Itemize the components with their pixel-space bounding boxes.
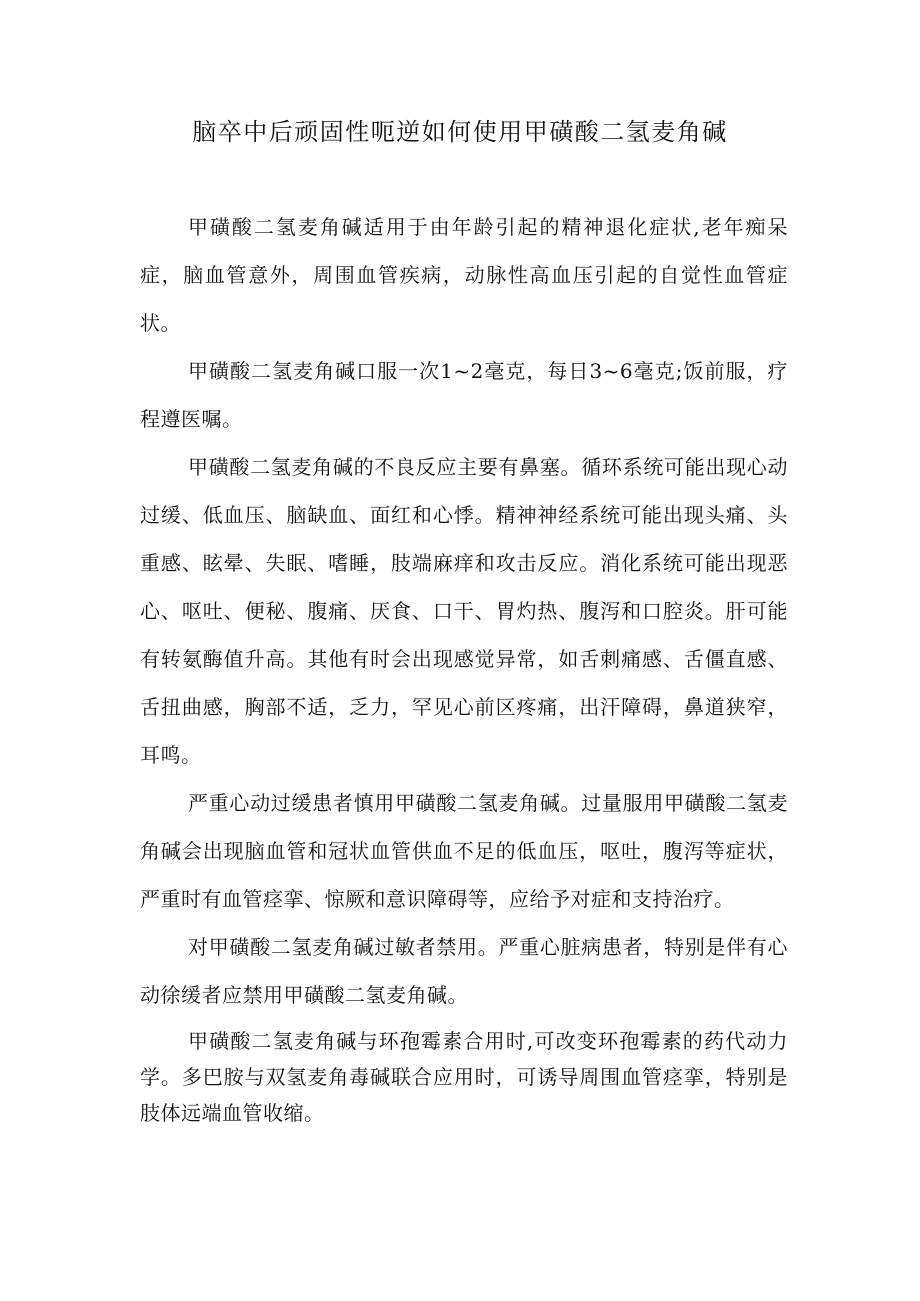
paragraph-precautions: 严重心动过缓患者慎用甲磺酸二氢麦角碱。过量服用甲磺酸二氢麦角碱会出现脑血管和冠状血管供血不足的低血压，呕吐，腹泻等症状，严重时有血管痉挛、惊厥和意识障碍等，应给予对症和支持治疗。 [140, 791, 788, 911]
paragraph-adverse-reactions: 甲磺酸二氢麦角碱的不良反应主要有鼻塞。循环系统可能出现心动过缓、低血压、脑缺血、面红和心悸。精神神经系统可能出现头痛、头重感、眩晕、失眠、嗜睡，肢端麻痒和攻击反应。消化系统可能出现恶心、呕吐、便秘、腹痛、厌食、口干、胃灼热、腹泻和口腔炎。肝可能有转氨酶值升高。其他有时会出现感觉异常，如舌刺痛感、舌僵直感、舌扭曲感，胸部不适，乏力，罕见心前区疼痛，出汗障碍，鼻道狭窄，耳鸣。 [140, 455, 788, 767]
paragraph-indications: 甲磺酸二氢麦角碱适用于由年龄引起的精神退化症状,老年痴呆症，脑血管意外，周围血管疾病，动脉性高血压引起的自觉性血管症状。 [140, 215, 788, 335]
document-body [140, 203, 788, 1131]
paragraph-dosage: 甲磺酸二氢麦角碱口服一次1~2毫克，每日3~6毫克;饭前服，疗程遵医嘱。 [140, 359, 788, 431]
document-title: 脑卒中后顽固性呃逆如何使用甲磺酸二氢麦角碱 [192, 118, 728, 146]
paragraph-interactions: 甲磺酸二氢麦角碱与环孢霉素合用时,可改变环孢霉素的药代动力学。多巴胺与双氢麦角毒碱联合应用时，可诱导周围血管痉挛，特别是肢体远端血管收缩。 [140, 1029, 788, 1125]
paragraph-contraindications: 对甲磺酸二氢麦角碱过敏者禁用。严重心脏病患者，特别是伴有心动徐缓者应禁用甲磺酸二氢麦角碱。 [140, 935, 788, 1007]
